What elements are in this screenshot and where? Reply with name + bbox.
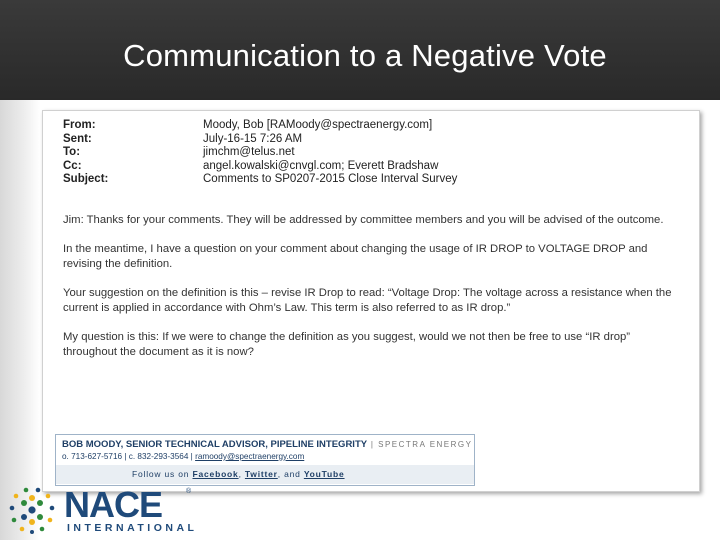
follow-and: , and	[277, 469, 301, 479]
email-screenshot	[42, 110, 700, 492]
header-sent	[63, 133, 457, 147]
body-paragraph: Your suggestion on the definition is this – revise IR Drop to read: “Voltage Drop: The voltage across a resistance when the current is applied in accordance with Ohm’s Law. This term is also referred to as IR drop.”	[63, 286, 672, 314]
signature-name-line	[62, 439, 473, 450]
facebook-link[interactable]: Facebook	[192, 469, 239, 479]
signature-follow-bar	[56, 465, 474, 484]
body-paragraph: My question is this: If we were to change the definition as you suggest, would we not then be free to use “IR drop” throughout the document as it is now?	[63, 330, 631, 358]
email-header	[63, 119, 457, 187]
header-sent-value: July-16-15 7:26 AM	[203, 132, 303, 145]
nace-logo-registered: ®	[186, 488, 192, 495]
youtube-link[interactable]: YouTube	[303, 469, 345, 479]
header-from-label: From:	[63, 119, 96, 131]
header-cc-label: Cc:	[63, 159, 82, 172]
header-sent-label: Sent:	[63, 132, 92, 145]
header-subject-label: Subject:	[63, 173, 109, 186]
header-cc-value: angel.kowalski@cnvgl.com; Everett Bradshaw	[203, 159, 439, 172]
slide-title: Communication to a Negative Vote	[123, 38, 607, 73]
body-paragraph: Jim: Thanks for your comments. They will be addressed by committee members and you will be advised of the outcome.	[63, 214, 664, 226]
signature-name-title: BOB MOODY, SENIOR TECHNICAL ADVISOR, PIPELINE INTEGRITY	[62, 439, 368, 450]
header-to-value: jimchm@telus.net	[203, 146, 295, 159]
body-paragraph: In the meantime, I have a question on your comment about changing the usage of IR DROP to VOLTAGE DROP and revising the definition.	[63, 242, 648, 270]
signature-separator: |	[367, 440, 379, 449]
header-subject-value: Comments to SP0207-2015 Close Interval Survey	[203, 173, 458, 186]
email-body	[63, 213, 673, 374]
header-from-value: Moody, Bob [RAMoody@spectraenergy.com]	[203, 119, 433, 131]
nace-logo-word: NACE	[64, 484, 163, 525]
left-frame	[0, 100, 40, 540]
header-to	[63, 146, 457, 160]
header-cc	[63, 160, 457, 174]
nace-logo-subtitle: INTERNATIONAL	[67, 522, 198, 534]
header-to-label: To:	[63, 146, 81, 159]
signature-contact	[62, 452, 468, 461]
signature-email-link[interactable]: ramoody@spectraenergy.com	[195, 452, 305, 461]
email-signature	[55, 434, 475, 486]
follow-comma: ,	[238, 469, 242, 479]
signature-company: SPECTRA ENERGY	[378, 440, 473, 449]
nace-logo	[6, 484, 198, 536]
twitter-link[interactable]: Twitter	[244, 469, 278, 479]
nace-logo-icon	[6, 486, 62, 536]
signature-top	[56, 435, 474, 465]
header-subject	[63, 173, 457, 187]
header-from	[63, 119, 457, 133]
follow-prefix: Follow us on	[132, 469, 190, 479]
signature-phones: o. 713-627-5716 | c. 832-293-3564 |	[62, 452, 193, 461]
